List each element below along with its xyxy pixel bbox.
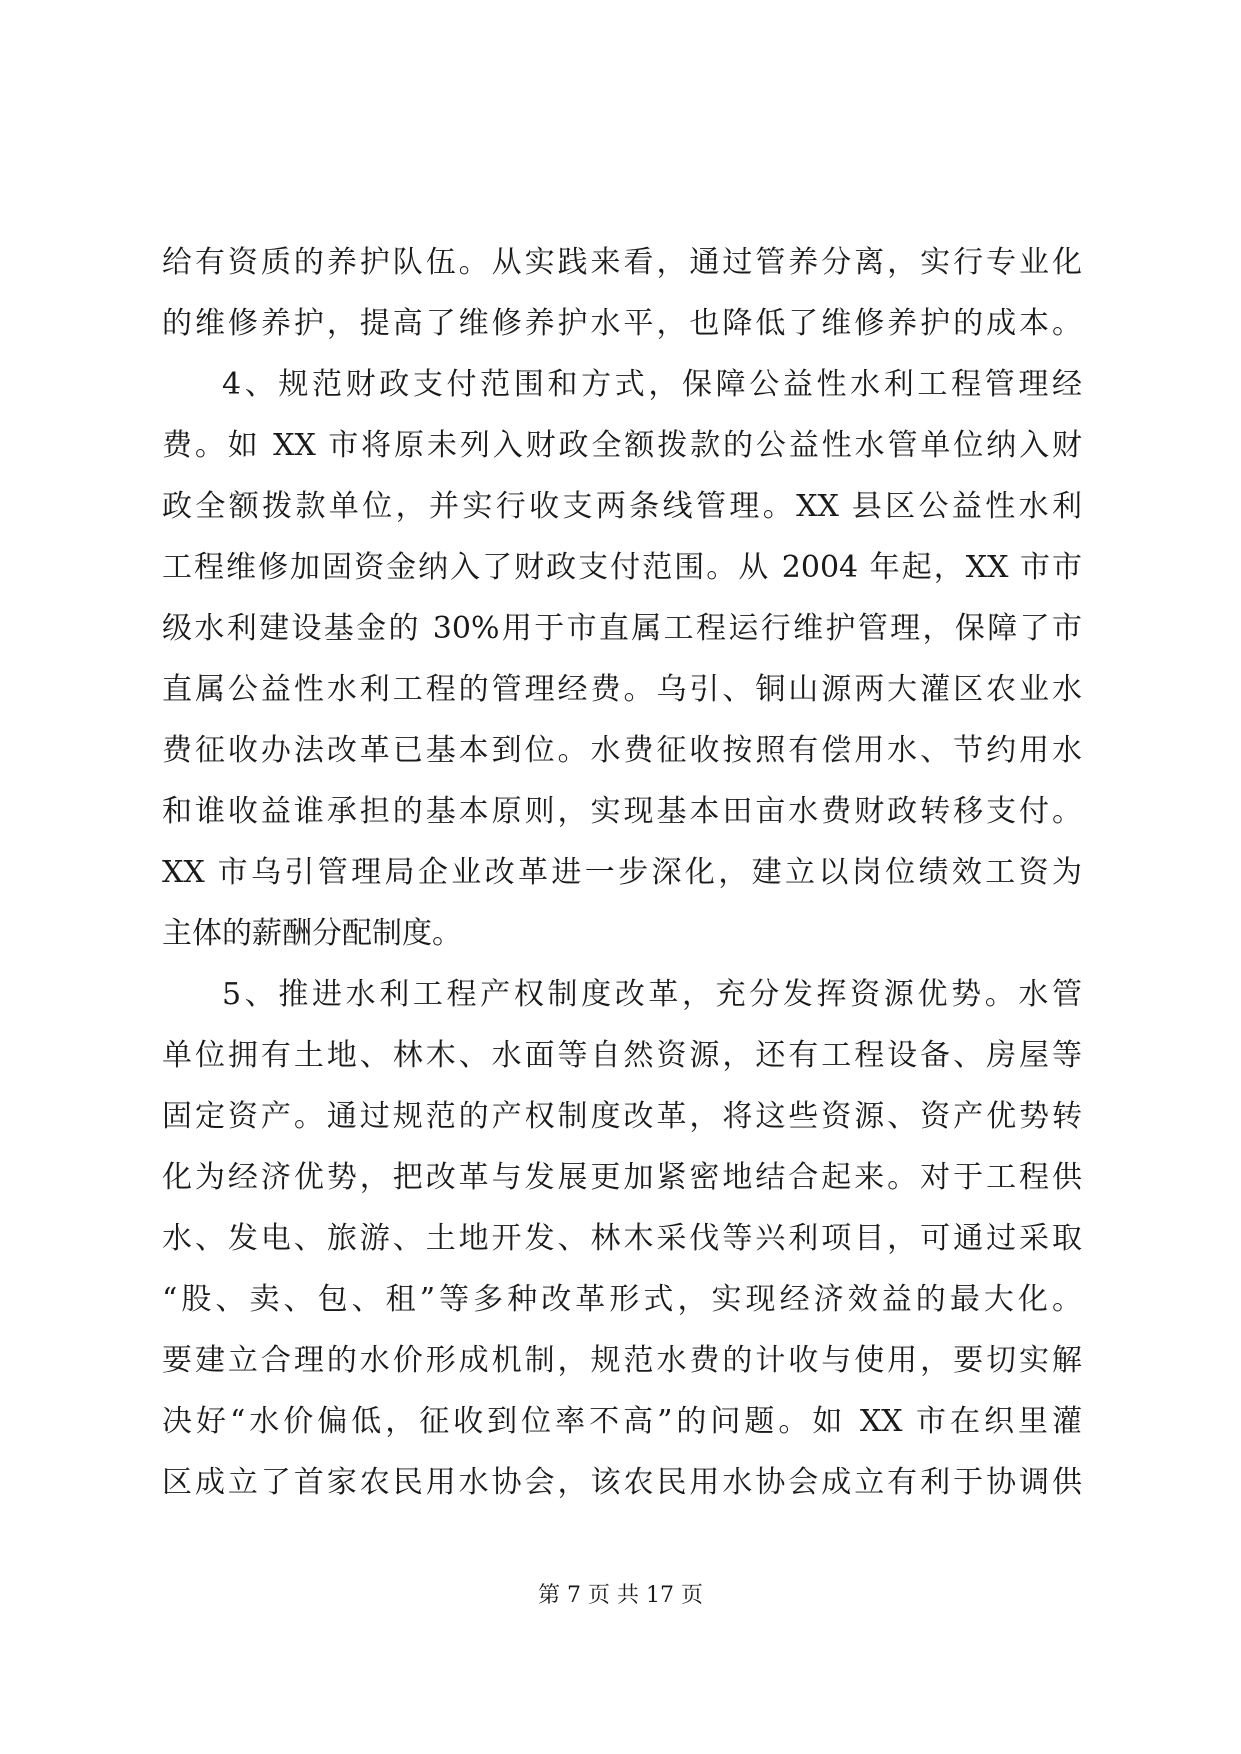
- text-line: 费征收办法改革已基本到位。水费征收按照有偿用水、节约用水: [162, 733, 1082, 768]
- text-line: 费。如 XX 市将原未列入财政全额拨款的公益性水管单位纳入财: [162, 428, 1082, 463]
- text-line: 直属公益性水利工程的管理经费。乌引、铜山源两大灌区农业水: [162, 672, 1082, 707]
- text-line: 5、推进水利工程产权制度改革，充分发挥资源优势。水管: [222, 977, 1082, 1012]
- text-line: 要建立合理的水价形成机制，规范水费的计收与使用，要切实解: [162, 1343, 1082, 1378]
- text-line: 区成立了首家农民用水协会，该农民用水协会成立有利于协调供: [162, 1465, 1082, 1500]
- text-line: 单位拥有土地、林木、水面等自然资源，还有工程设备、房屋等: [162, 1038, 1082, 1073]
- page-number-footer: 第 7 页 共 17 页: [538, 1583, 703, 1608]
- text-line: “股、卖、包、租”等多种改革形式，实现经济效益的最大化。: [162, 1282, 1082, 1317]
- text-line: 决好“水价偏低，征收到位率不高”的问题。如 XX 市在织里灌: [162, 1404, 1082, 1439]
- text-line: 和谁收益谁承担的基本原则，实现基本田亩水费财政转移支付。: [162, 794, 1082, 829]
- text-line: 水、发电、旅游、土地开发、林木采伐等兴利项目，可通过采取: [162, 1221, 1082, 1256]
- body-text: [162, 232, 1082, 1513]
- text-line: 给有资质的养护队伍。从实践来看，通过管养分离，实行专业化: [162, 245, 1082, 280]
- text-line: 化为经济优势，把改革与发展更加紧密地结合起来。对于工程供: [162, 1160, 1082, 1195]
- text-line: 固定资产。通过规范的产权制度改革，将这些资源、资产优势转: [162, 1099, 1082, 1134]
- text-line: 工程维修加固资金纳入了财政支付范围。从 2004 年起，XX 市市: [162, 550, 1082, 585]
- text-line: 主体的薪酬分配制度。: [162, 916, 462, 951]
- text-line: 政全额拨款单位，并实行收支两条线管理。XX 县区公益性水利: [162, 489, 1082, 524]
- text-line: 级水利建设基金的 30%用于市直属工程运行维护管理，保障了市: [162, 611, 1082, 646]
- text-line: XX 市乌引管理局企业改革进一步深化，建立以岗位绩效工资为: [162, 855, 1082, 890]
- text-line: 的维修养护，提高了维修养护水平，也降低了维修养护的成本。: [162, 306, 1082, 341]
- text-line: 4、规范财政支付范围和方式，保障公益性水利工程管理经: [222, 367, 1082, 402]
